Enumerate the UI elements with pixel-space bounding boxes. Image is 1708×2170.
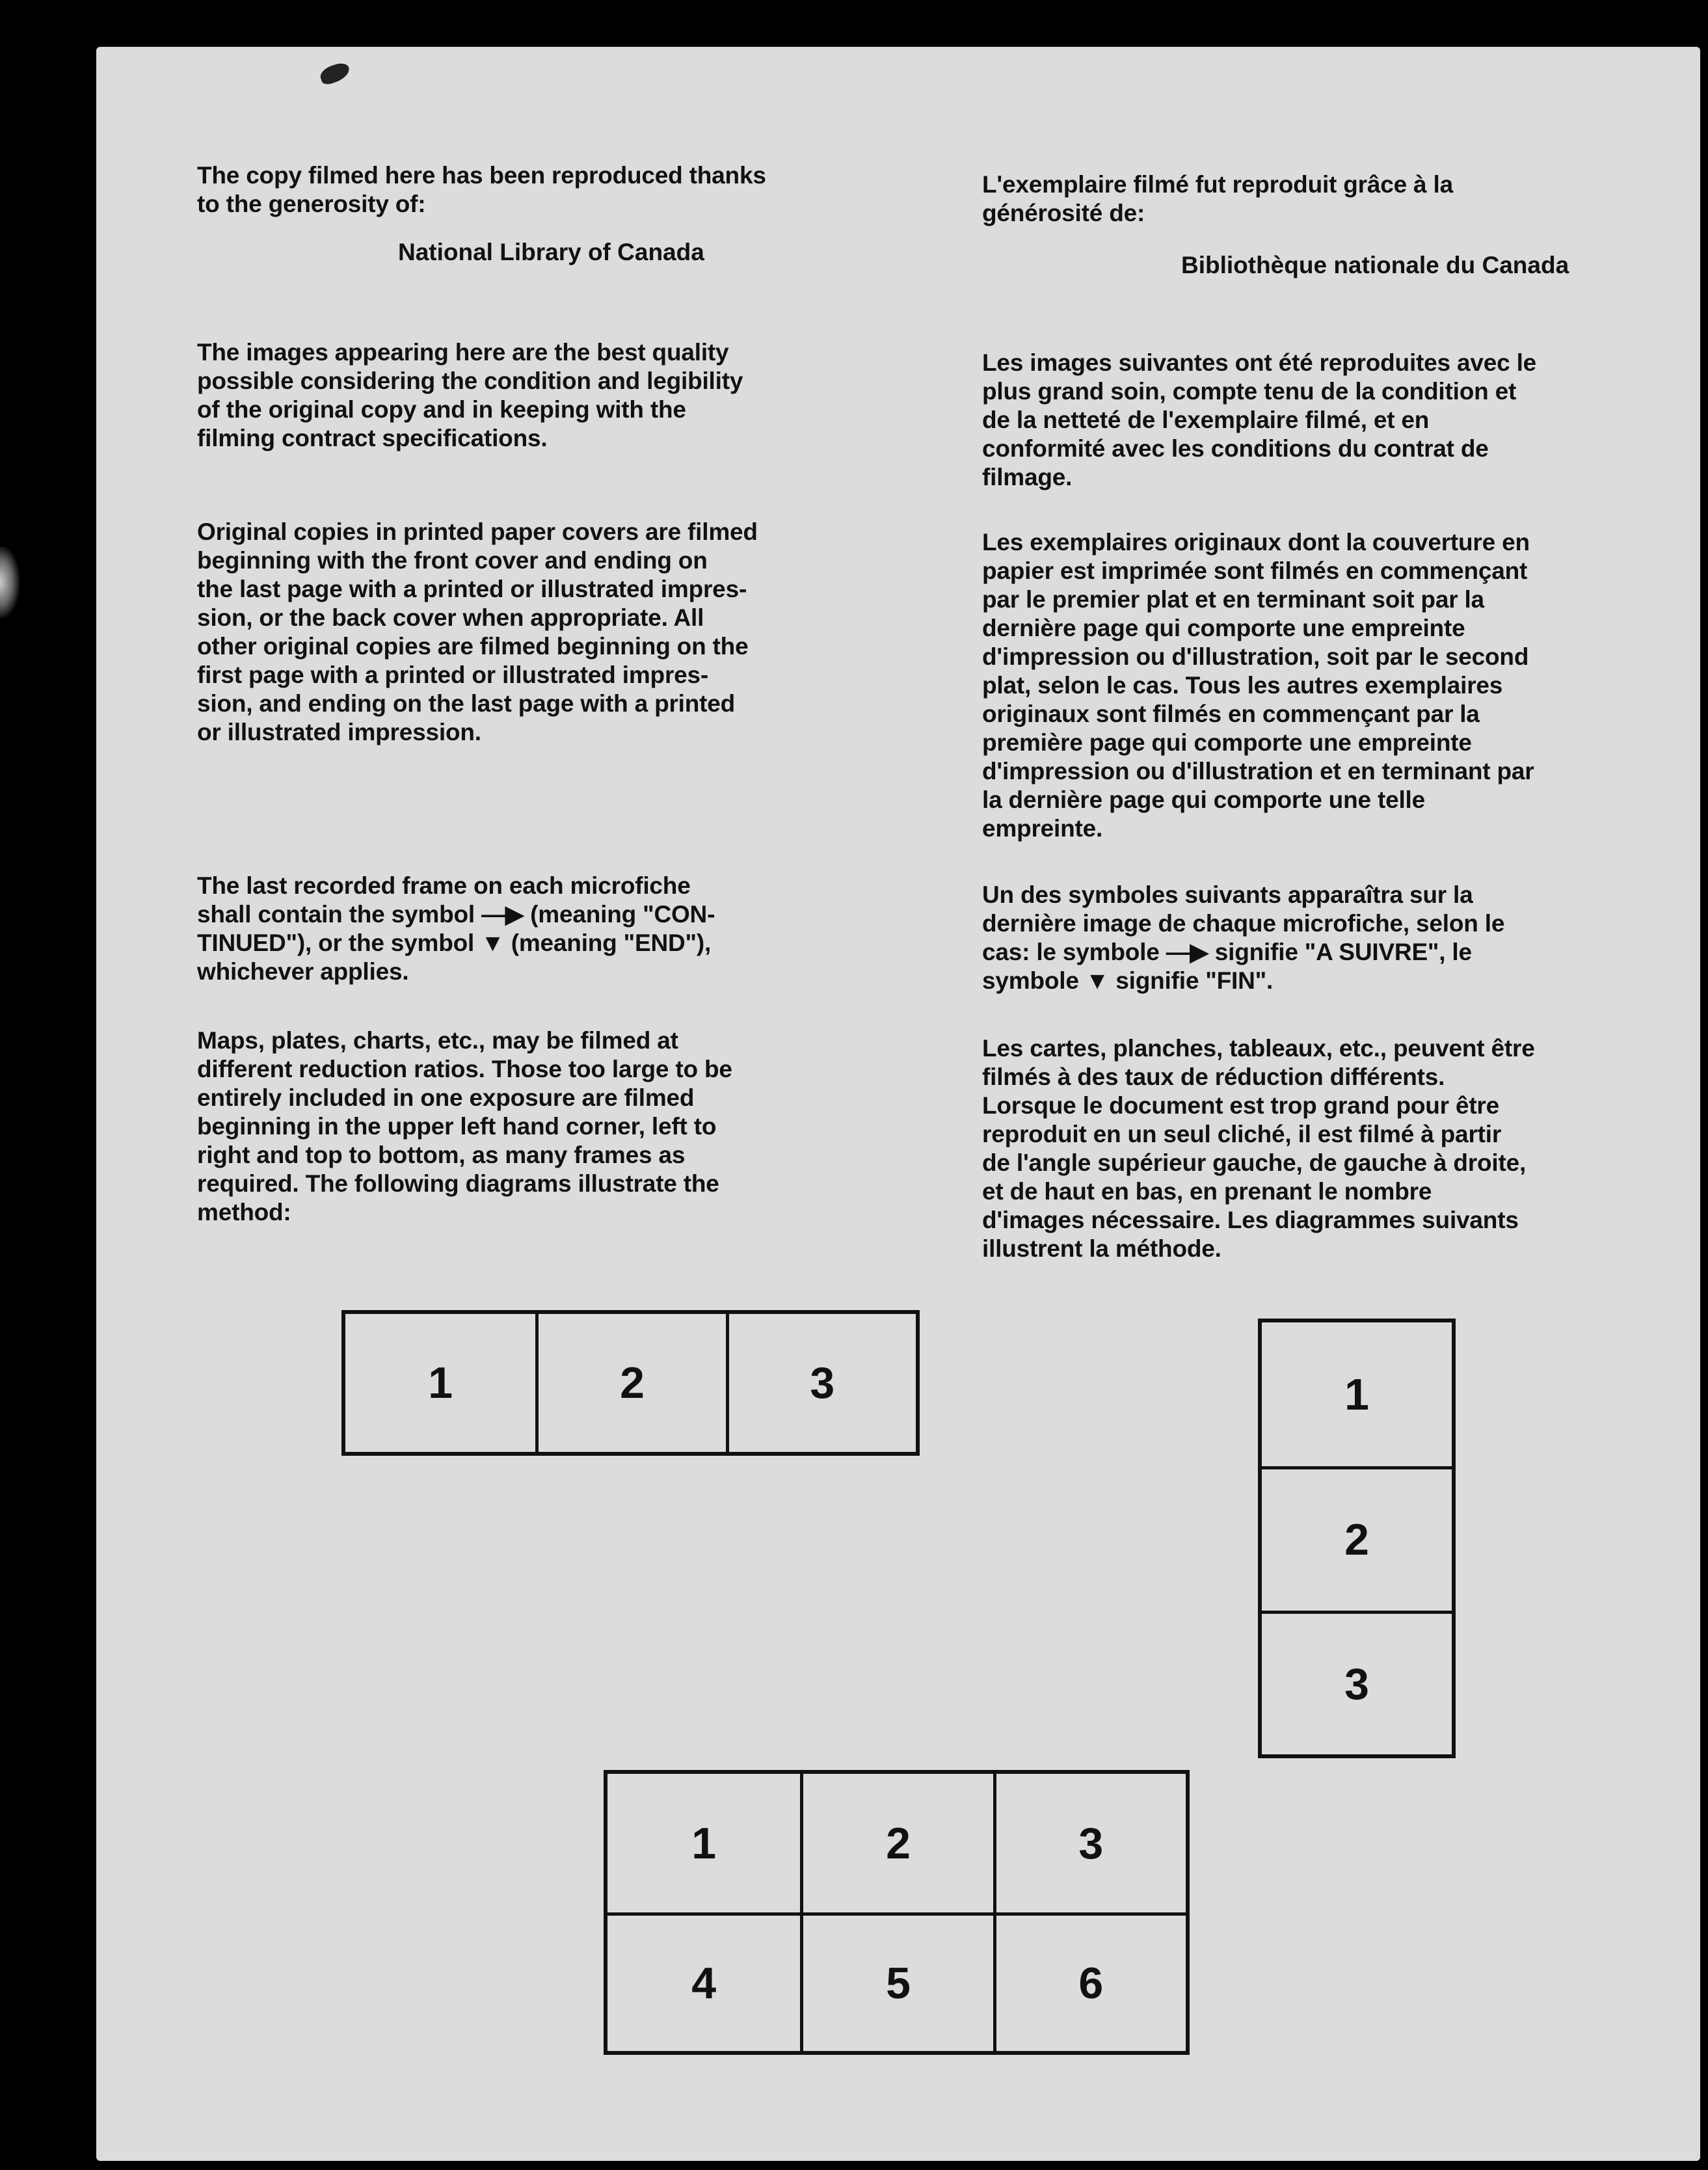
frame-3: 3 (1262, 1611, 1452, 1754)
diagram-horizontal (341, 1310, 920, 1456)
right-institution: Bibliothèque nationale du Canada (1181, 252, 1569, 278)
frame-1: 1 (428, 1358, 453, 1408)
frame-5: 5 (800, 1912, 993, 2051)
right-maps: Les cartes, planches, tableaux, etc., peuvent être filmés à des taux de réduction différents. Lorsque le document est trop grand pour être reproduit en un seul cliché, il est filmé à partir de l'angle supérieur gauche, de gauche à droite, et de haut en bas, en prenant le nombre d'images nécessaire. Les diagrammes suivants illustrent la méthode. (982, 1035, 1535, 1262)
frame-2: 2 (1262, 1466, 1452, 1610)
left-originals: Original copies in printed paper covers are filmed beginning with the front cover and ending on the last page with a printed or illustrated impres- sion, or the back cover when appropriate. All other original copies are filmed beginning on the first page with a printed or illustrated impres- sion, and ending on the last page with a printed or illustrated impression. (197, 518, 758, 745)
right-originals: Les exemplaires originaux dont la couverture en papier est imprimée sont filmés en commençant par le premier plat et en terminant soit par la dernière page qui comporte une empreinte d'impression ou d'illustration, soit par le second plat, selon le cas. Tous les autres exemplaires originaux sont filmés en commençant par la première page qui comporte une empreinte d'impression ou d'illustration et en terminant par la dernière page qui comporte une telle empreinte. (982, 529, 1534, 842)
left-maps: Maps, plates, charts, etc., may be filmed at different reduction ratios. Those too large to be entirely included in one exposure are filmed beginning in the upper left hand corner, left to right and top to bottom, as many frames as required. The following diagrams illustrate the method: (197, 1027, 732, 1226)
frame-2: 2 (535, 1314, 725, 1452)
left-institution: National Library of Canada (398, 239, 704, 265)
right-symbols: Un des symboles suivants apparaîtra sur la dernière image de chaque microfiche, selon le cas: le symbole —▶ signifie "A SUIVRE", le symbole ▼ signifie "FIN". (982, 881, 1505, 994)
film-edge-mark (0, 546, 20, 618)
left-symbols: The last recorded frame on each microfiche shall contain the symbol —▶ (meaning "CON- TINUED"), or the symbol ▼ (meaning "END"), whichever applies. (197, 872, 715, 985)
left-quality: The images appearing here are the best quality possible considering the condition and legibility of the original copy and in keeping with the filming contract specifications. (197, 339, 743, 451)
frame-1: 1 (1344, 1369, 1369, 1419)
frame-1: 1 (691, 1818, 717, 1868)
frame-3: 3 (726, 1314, 916, 1452)
frame-4: 4 (607, 1912, 800, 2051)
frame-6: 6 (993, 1912, 1186, 2051)
left-intro: The copy filmed here has been reproduced thanks to the generosity of: (197, 162, 766, 217)
diagram-vertical (1258, 1319, 1456, 1758)
right-quality: Les images suivantes ont été reproduites avec le plus grand soin, compte tenu de la condition et de la netteté de l'exemplaire filmé, et en conformité avec les conditions du contrat de filmage. (982, 349, 1537, 490)
right-intro: L'exemplaire filmé fut reproduit grâce à la générosité de: (982, 171, 1453, 226)
frame-3: 3 (993, 1774, 1186, 1912)
frame-2: 2 (800, 1774, 993, 1912)
diagram-grid (604, 1770, 1190, 2055)
